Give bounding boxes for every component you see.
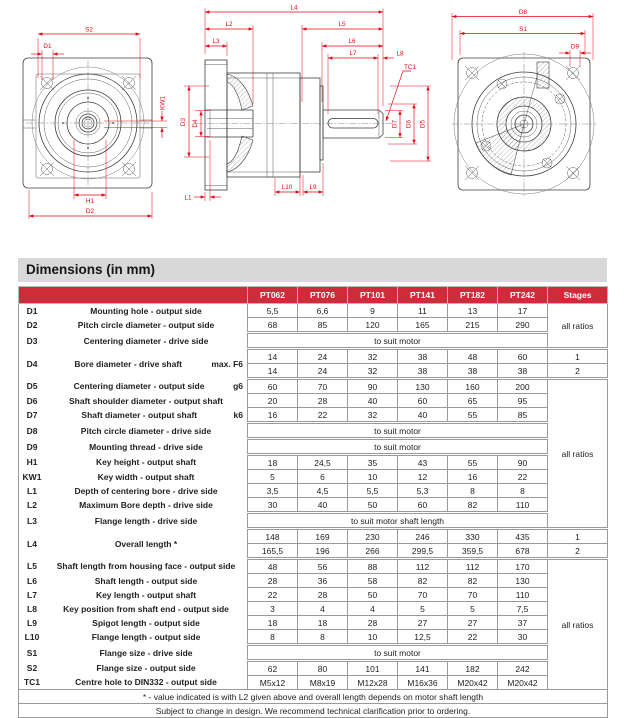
span-cell-d8: to suit motor [248,423,548,439]
value-cell-l8-pt182: 5 [448,602,498,616]
table-body [19,304,608,718]
value-cell-d1-pt076: 6,6 [298,304,348,318]
column-header-stages: Stages [548,287,608,304]
value-cell-tc1-pt062: M5x12 [248,676,298,690]
row-label-s1 [19,645,248,661]
dim-label-l6: L6 [348,38,356,45]
table-row-d1 [19,304,608,318]
value-cell-l6-pt141: 82 [398,574,448,588]
value-cell-l1-pt242: 8 [498,484,548,498]
value-cell-l1-pt182: 8 [448,484,498,498]
dim-label-d6: D6 [405,119,413,129]
dim-label-d3: D3 [180,117,187,127]
dim-label-d2: D2 [85,208,95,215]
value-cell-l9-pt182: 27 [448,616,498,630]
dim-label-l1: L1 [184,194,192,202]
table-row-l10 [19,630,608,645]
row-code: D2 [26,320,38,330]
value-cell-l9-pt101: 28 [348,616,398,630]
value-cell-l4-pt101: 266 [348,544,398,559]
value-cell-d2-pt101: 120 [348,318,398,333]
row-description: Shaft length from housing face - output side [56,561,236,571]
table-row-s1 [19,645,608,661]
value-cell-h1-pt141: 43 [398,455,448,470]
dimensions-section [18,258,607,718]
stage-cell: 2 [548,544,608,559]
value-cell-l2-pt062: 30 [248,498,298,513]
row-code: S2 [26,663,38,673]
row-label-l8 [19,602,248,616]
value-cell-l2-pt141: 60 [398,498,448,513]
value-cell-d1-pt141: 11 [398,304,448,318]
side-view-drawing [180,5,431,202]
value-cell-d5-pt101: 90 [348,379,398,394]
section-title: Dimensions (in mm) [18,258,607,282]
value-cell-l4-pt141: 246 [398,529,448,544]
row-code: H1 [26,457,38,467]
value-cell-l8-pt076: 4 [298,602,348,616]
row-label-d2 [19,318,248,333]
row-code: L7 [27,589,37,600]
row-qualifier: g6 [233,381,243,391]
value-cell-d4-pt141: 38 [398,349,448,364]
dim-label-d1: D1 [43,43,52,50]
value-cell-l4-pt076: 196 [298,544,348,559]
row-description: Shaft length - output side [94,575,198,586]
value-cell-h1-pt062: 18 [248,455,298,470]
row-label-d4 [19,349,248,379]
row-label-l9 [19,616,248,630]
row-code: D9 [26,441,38,452]
row-description: Key position from shaft end - output side [63,603,229,614]
dim-label-l8: L8 [396,50,404,58]
table-row-d4-1 [19,349,608,364]
row-code: L9 [27,617,37,628]
value-cell-l7-pt182: 70 [448,588,498,602]
value-cell-d4-pt141: 38 [398,364,448,379]
row-label-h1 [19,455,248,470]
row-description: Spigot length - output side [92,617,200,628]
row-code: D6 [26,395,38,406]
table-row-l5 [19,559,608,574]
row-description: Centering diameter - output side [73,381,205,391]
row-label-l2 [19,498,248,513]
value-cell-d2-pt182: 215 [448,318,498,333]
value-cell-kw1-pt242: 22 [498,470,548,484]
value-cell-h1-pt076: 24,5 [298,455,348,470]
row-description: Key width - output shaft [97,471,195,482]
dim-label-d4: D4 [192,119,199,128]
stage-cell: 1 [548,349,608,364]
span-cell-d9: to suit motor [248,439,548,455]
table-row-h1 [19,455,608,470]
dim-label-d5: D5 [419,119,427,129]
table-row-d2 [19,318,608,333]
value-cell-l7-pt141: 70 [398,588,448,602]
value-cell-l7-pt101: 50 [348,588,398,602]
value-cell-l9-pt242: 37 [498,616,548,630]
table-row-l7 [19,588,608,602]
row-code: D1 [26,305,38,316]
value-cell-s2-pt242: 242 [498,661,548,676]
row-code: L10 [24,632,40,642]
value-cell-kw1-pt141: 12 [398,470,448,484]
value-cell-d5-pt182: 160 [448,379,498,394]
row-code: L8 [27,603,37,614]
row-label-d7 [19,408,248,423]
value-cell-l4-pt062: 148 [248,529,298,544]
row-description: Mounting thread - drive side [89,441,203,452]
span-cell-l3: to suit motor shaft length [248,513,548,529]
dim-label-kw1: KW1 [159,96,167,110]
row-description: Flange size - drive side [99,647,193,658]
value-cell-l6-pt076: 36 [298,574,348,588]
value-cell-kw1-pt076: 6 [298,470,348,484]
value-cell-h1-pt182: 55 [448,455,498,470]
value-cell-l9-pt062: 18 [248,616,298,630]
value-cell-tc1-pt182: M20x42 [448,676,498,690]
row-description: Centre hole to DIN332 - output side [75,677,217,688]
column-header-pt141: PT141 [398,287,448,304]
value-cell-l8-pt062: 3 [248,602,298,616]
value-cell-tc1-pt242: M20x42 [498,676,548,690]
dim-label-l3: L3 [212,38,220,45]
value-cell-l4-pt182: 359,5 [448,544,498,559]
row-code: D8 [26,425,38,436]
value-cell-d4-pt242: 60 [498,349,548,364]
table-row-l2 [19,498,608,513]
row-label-d9 [19,439,248,455]
row-description: Depth of centering bore - drive side [74,485,218,496]
value-cell-tc1-pt101: M12x28 [348,676,398,690]
table-row-l1 [19,484,608,498]
stage-cell: all ratios [548,379,608,529]
value-cell-d6-pt182: 65 [448,394,498,408]
row-code: S1 [26,647,38,658]
value-cell-d2-pt141: 165 [398,318,448,333]
value-cell-l6-pt062: 28 [248,574,298,588]
value-cell-l5-pt242: 170 [498,559,548,574]
value-cell-tc1-pt076: M8x19 [298,676,348,690]
dim-label-l10: L10 [281,184,293,191]
front-view-drawing [23,27,167,220]
table-row-d7 [19,408,608,423]
value-cell-l4-pt182: 330 [448,529,498,544]
value-cell-l2-pt182: 82 [448,498,498,513]
dim-label-l4: L4 [290,4,298,12]
dim-label-s2: S2 [85,26,93,34]
value-cell-l7-pt242: 110 [498,588,548,602]
value-cell-d7-pt141: 40 [398,408,448,423]
value-cell-l8-pt141: 5 [398,602,448,616]
row-description: Overall length * [114,538,178,549]
dim-label-h1: H1 [85,198,95,205]
dim-label-tc1: TC1 [403,64,417,71]
row-label-d6 [19,394,248,408]
value-cell-d1-pt101: 9 [348,304,398,318]
row-code: L6 [27,575,37,586]
column-header-pt182: PT182 [448,287,498,304]
row-code: D3 [26,335,38,346]
table-row-l6 [19,574,608,588]
row-label-s2 [19,661,248,676]
row-description: Key length - output shaft [95,589,197,600]
value-cell-d2-pt076: 85 [298,318,348,333]
footnote-row-2 [19,704,608,718]
row-label-l6 [19,574,248,588]
row-qualifier: k6 [233,410,243,420]
row-description: Mounting hole - output side [90,305,202,316]
value-cell-l5-pt076: 56 [298,559,348,574]
row-label-l5 [19,559,248,574]
table-header-row [19,287,608,304]
value-cell-d4-pt062: 14 [248,349,298,364]
drive-view-drawing [452,9,596,196]
value-cell-l4-pt242: 678 [498,544,548,559]
value-cell-l9-pt141: 27 [398,616,448,630]
value-cell-s2-pt076: 80 [298,661,348,676]
value-cell-d2-pt242: 290 [498,318,548,333]
value-cell-d4-pt182: 48 [448,349,498,364]
dim-label-d9: D9 [570,43,580,51]
value-cell-l8-pt101: 4 [348,602,398,616]
dim-label-l9: L9 [309,184,317,191]
row-label-d5 [19,379,248,394]
front-view-dimensions [29,27,167,220]
table-row-d5 [19,379,608,394]
value-cell-kw1-pt062: 5 [248,470,298,484]
row-code: KW1 [22,471,42,482]
value-cell-l10-pt101: 10 [348,630,398,645]
column-header-pt062: PT062 [248,287,298,304]
value-cell-l2-pt101: 50 [348,498,398,513]
value-cell-d5-pt076: 70 [298,379,348,394]
value-cell-l8-pt242: 7,5 [498,602,548,616]
row-description: Flange size - output side [96,663,196,673]
row-description: Bore diameter - drive shaft [74,358,183,369]
value-cell-d5-pt242: 200 [498,379,548,394]
value-cell-l4-pt141: 299,5 [398,544,448,559]
row-code: L4 [27,538,37,549]
value-cell-s2-pt101: 101 [348,661,398,676]
row-description: Centering diameter - drive side [83,335,209,346]
footnote-text-1: * - value indicated is with L2 given above and overall length depends on motor shaft length [19,690,608,704]
stage-cell: all ratios [548,559,608,690]
value-cell-d7-pt101: 32 [348,408,398,423]
value-cell-d1-pt242: 17 [498,304,548,318]
value-cell-d5-pt062: 60 [248,379,298,394]
table-row-d3 [19,333,608,349]
column-header-pt242: PT242 [498,287,548,304]
value-cell-d6-pt242: 95 [498,394,548,408]
row-code: D7 [26,410,38,420]
value-cell-l2-pt242: 110 [498,498,548,513]
value-cell-tc1-pt141: M16x36 [398,676,448,690]
table-row-l8 [19,602,608,616]
row-code: D5 [26,381,38,391]
row-description: Flange length - output side [91,632,201,642]
row-description: Shaft diameter - output shaft [81,410,198,420]
value-cell-d6-pt101: 40 [348,394,398,408]
row-code: L3 [27,515,37,526]
stage-cell: all ratios [548,304,608,349]
table-row-tc1 [19,676,608,690]
table-row-l9 [19,616,608,630]
stage-cell: 1 [548,529,608,544]
row-label-d1 [19,304,248,318]
dim-label-l2: L2 [225,21,233,28]
value-cell-d1-pt182: 13 [448,304,498,318]
row-label-l3 [19,513,248,529]
value-cell-l1-pt076: 4,5 [298,484,348,498]
value-cell-l7-pt062: 22 [248,588,298,602]
value-cell-d7-pt182: 55 [448,408,498,423]
value-cell-d6-pt062: 20 [248,394,298,408]
value-cell-d4-pt182: 38 [448,364,498,379]
dim-label-l5: L5 [338,21,346,28]
value-cell-kw1-pt101: 10 [348,470,398,484]
value-cell-l4-pt242: 435 [498,529,548,544]
value-cell-l7-pt076: 28 [298,588,348,602]
footnote-text-2: Subject to change in design. We recommend technical clarification prior to ordering. [19,704,608,718]
row-code: L5 [27,561,37,571]
value-cell-l4-pt076: 169 [298,529,348,544]
dimensions-table [18,286,608,718]
row-code: TC1 [23,677,41,688]
value-cell-h1-pt242: 90 [498,455,548,470]
column-header-parameter [19,287,248,304]
value-cell-d4-pt101: 32 [348,349,398,364]
value-cell-s2-pt062: 62 [248,661,298,676]
table-row-s2 [19,661,608,676]
table-row-d8 [19,423,608,439]
value-cell-d4-pt076: 24 [298,364,348,379]
value-cell-l5-pt062: 48 [248,559,298,574]
row-description: Key height - output shaft [95,457,197,467]
value-cell-l4-pt101: 230 [348,529,398,544]
row-qualifier: max. F6 [211,358,243,369]
row-label-d8 [19,423,248,439]
value-cell-l9-pt076: 18 [298,616,348,630]
mounting-holes-drive [465,66,580,180]
value-cell-l10-pt141: 12,5 [398,630,448,645]
table-row-d9 [19,439,608,455]
column-header-pt101: PT101 [348,287,398,304]
row-code: D4 [26,358,38,369]
row-description: Flange length - drive side [94,515,198,526]
value-cell-d2-pt062: 68 [248,318,298,333]
table-row-l3 [19,513,608,529]
value-cell-d4-pt076: 24 [298,349,348,364]
row-label-tc1 [19,676,248,690]
value-cell-l5-pt141: 112 [398,559,448,574]
value-cell-l5-pt182: 112 [448,559,498,574]
row-description: Pitch circle diameter - drive side [80,425,212,436]
value-cell-l10-pt182: 22 [448,630,498,645]
value-cell-l4-pt062: 165,5 [248,544,298,559]
column-header-pt076: PT076 [298,287,348,304]
row-label-l10 [19,630,248,645]
value-cell-l1-pt141: 5,3 [398,484,448,498]
value-cell-l6-pt242: 130 [498,574,548,588]
table-row-kw1 [19,470,608,484]
dim-label-d8: D8 [518,9,528,16]
value-cell-l5-pt101: 88 [348,559,398,574]
value-cell-d6-pt141: 60 [398,394,448,408]
technical-drawing [0,0,624,252]
row-label-kw1 [19,470,248,484]
value-cell-d4-pt242: 38 [498,364,548,379]
value-cell-kw1-pt182: 16 [448,470,498,484]
footnote-row-1 [19,690,608,704]
value-cell-l6-pt101: 58 [348,574,398,588]
row-label-l1 [19,484,248,498]
row-description: Maximum Bore depth - drive side [79,500,213,510]
value-cell-s2-pt182: 182 [448,661,498,676]
value-cell-d6-pt076: 28 [298,394,348,408]
value-cell-l10-pt062: 8 [248,630,298,645]
row-label-l4 [19,529,248,559]
row-description: Shaft shoulder diameter - output shaft [69,395,223,406]
row-code: L1 [27,485,37,496]
dim-label-l7: L7 [349,50,357,57]
value-cell-d1-pt062: 5,5 [248,304,298,318]
table-row-d6 [19,394,608,408]
dim-label-d7: D7 [391,119,399,129]
value-cell-l10-pt076: 8 [298,630,348,645]
value-cell-l1-pt101: 5,5 [348,484,398,498]
table-row-l4-1 [19,529,608,544]
row-label-l7 [19,588,248,602]
value-cell-d4-pt062: 14 [248,364,298,379]
value-cell-d7-pt076: 22 [298,408,348,423]
dim-label-s1: S1 [519,26,527,33]
value-cell-s2-pt141: 141 [398,661,448,676]
stage-cell: 2 [548,364,608,379]
value-cell-d7-pt242: 85 [498,408,548,423]
value-cell-l2-pt076: 40 [298,498,348,513]
row-code: L2 [27,500,37,510]
row-label-d3 [19,333,248,349]
row-description: Pitch circle diameter - output side [77,320,215,330]
span-cell-d3: to suit motor [248,333,548,349]
value-cell-d7-pt062: 16 [248,408,298,423]
value-cell-l6-pt182: 82 [448,574,498,588]
value-cell-d5-pt141: 130 [398,379,448,394]
value-cell-d4-pt101: 32 [348,364,398,379]
value-cell-l1-pt062: 3,5 [248,484,298,498]
value-cell-l10-pt242: 30 [498,630,548,645]
span-cell-s1: to suit motor [248,645,548,661]
value-cell-h1-pt101: 35 [348,455,398,470]
